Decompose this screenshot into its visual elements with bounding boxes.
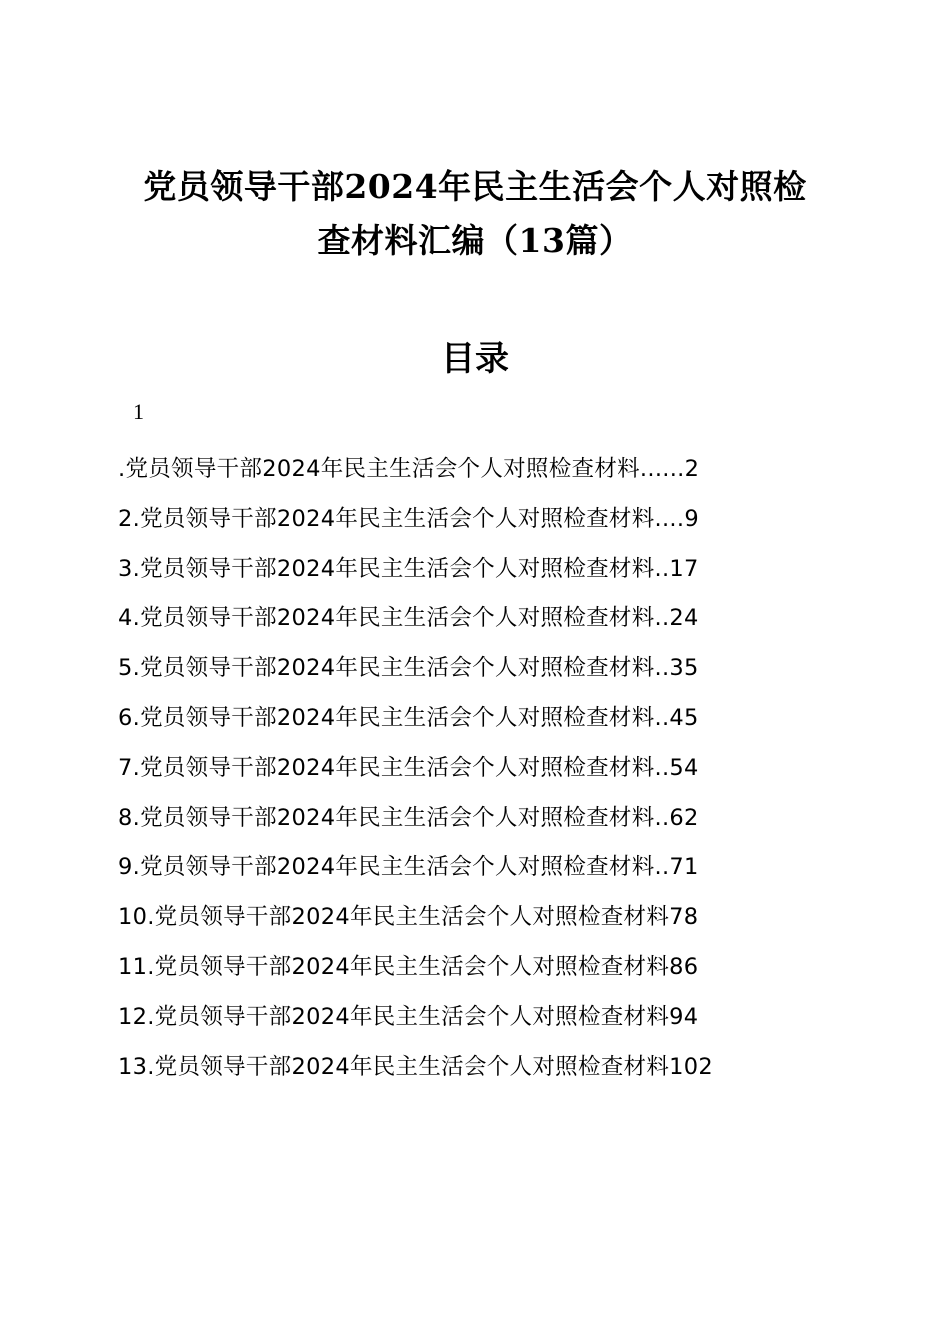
toc-entry-3[interactable]: 3.党员领导干部2024年民主生活会个人对照检查材料..17	[118, 555, 699, 582]
toc-entry-6[interactable]: 6.党员领导干部2024年民主生活会个人对照检查材料..45	[118, 704, 699, 731]
toc-entry-5[interactable]: 5.党员领导干部2024年民主生活会个人对照检查材料..35	[118, 655, 699, 682]
toc-entry-7[interactable]: 7.党员领导干部2024年民主生活会个人对照检查材料..54	[118, 754, 699, 781]
document-title	[110, 160, 840, 268]
toc-entry-10[interactable]: 10.党员领导干部2024年民主生活会个人对照检查材料78	[118, 904, 699, 931]
document-title-line-1: 党员领导干部2024年民主生活会个人对照检	[143, 167, 807, 206]
toc-entry-2[interactable]: 2.党员领导干部2024年民主生活会个人对照检查材料....9	[118, 505, 699, 532]
toc-entry-12[interactable]: 12.党员领导干部2024年民主生活会个人对照检查材料94	[118, 1003, 699, 1030]
toc-entry-1[interactable]: .党员领导干部2024年民主生活会个人对照检查材料......2	[118, 456, 700, 482]
toc-entry-11[interactable]: 11.党员领导干部2024年民主生活会个人对照检查材料86	[118, 953, 699, 980]
toc-entry-9[interactable]: 9.党员领导干部2024年民主生活会个人对照检查材料..71	[118, 854, 699, 881]
toc-entry-4[interactable]: 4.党员领导干部2024年民主生活会个人对照检查材料..24	[118, 605, 699, 632]
document-title-line-2: 查材料汇编（13篇）	[317, 221, 633, 260]
toc-stray-number: 1	[133, 399, 144, 424]
table-of-contents	[118, 445, 838, 1092]
toc-entry-8[interactable]: 8.党员领导干部2024年民主生活会个人对照检查材料..62	[118, 804, 699, 831]
toc-entry-13[interactable]: 13.党员领导干部2024年民主生活会个人对照检查材料102	[118, 1053, 713, 1080]
toc-heading: 目录	[441, 339, 509, 379]
